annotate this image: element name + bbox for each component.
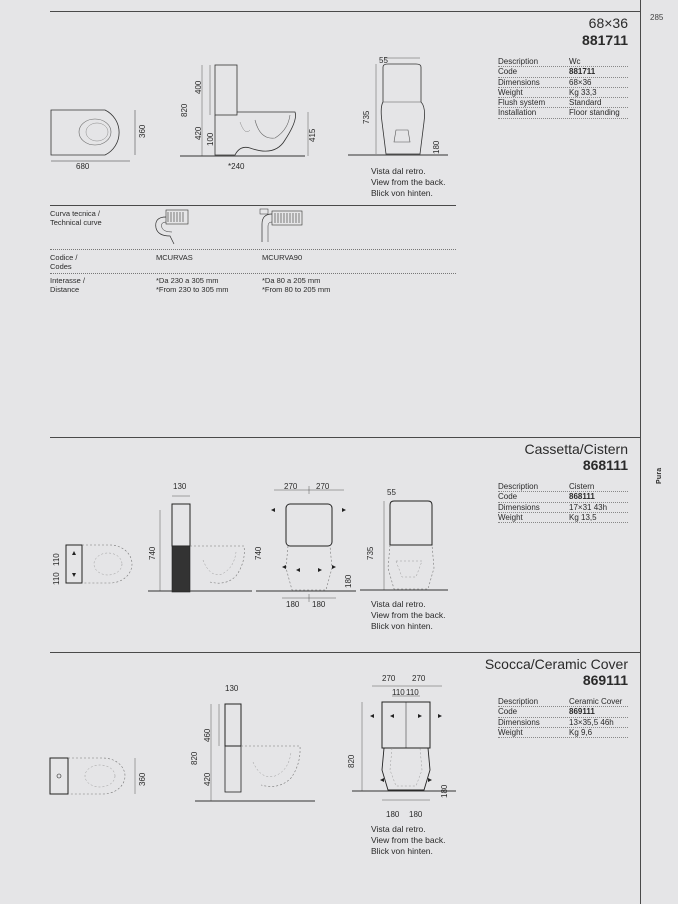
cover-front-outlet-dim: 180 bbox=[440, 784, 449, 798]
cover-front-width-a: 270 bbox=[382, 674, 396, 683]
spec-row: Flush system Standard bbox=[498, 98, 628, 108]
spec-row: Code 868111 bbox=[498, 492, 628, 502]
spec-row: Dimensions 17×31 43h bbox=[498, 503, 628, 513]
wc-side-view-drawing bbox=[180, 60, 320, 165]
cistern-side-view-drawing bbox=[148, 490, 258, 595]
curves-top-rule bbox=[50, 205, 456, 206]
cistern-view-note: Vista dal retro. View from the back. Blick von hinten. bbox=[371, 599, 446, 631]
cover-side-view-drawing bbox=[195, 690, 320, 800]
cover-side-total-dim: 820 bbox=[190, 751, 199, 765]
technical-curve-label: Curva tecnica / Technical curve bbox=[50, 209, 102, 227]
curve-mcurva90-drawing bbox=[258, 208, 306, 246]
cistern-front-bottom-a: 180 bbox=[286, 600, 300, 609]
cistern-top-dim-a: 110 bbox=[52, 553, 61, 566]
cistern-back-view-drawing bbox=[360, 493, 450, 593]
cover-top-depth-dim: 360 bbox=[138, 772, 147, 786]
spec-row: Code 869111 bbox=[498, 707, 628, 717]
distance-label: Interasse / Distance bbox=[50, 276, 86, 294]
cover-front-inner-b: 110 bbox=[406, 688, 419, 697]
wc-side-cistern-dim: 400 bbox=[194, 80, 203, 94]
spec-row: Dimensions 13×35,5 46h bbox=[498, 718, 628, 728]
spec-row: Description Ceramic Cover bbox=[498, 697, 628, 707]
cistern-front-width-a: 270 bbox=[284, 482, 298, 491]
wc-side-base-dim: 100 bbox=[206, 132, 215, 146]
cover-front-inner-a: 110 bbox=[392, 688, 405, 697]
cover-code-title: 869111 bbox=[582, 672, 628, 688]
spec-row: Description Wc bbox=[498, 57, 628, 67]
spec-row: Weight Kg 33,3 bbox=[498, 88, 628, 98]
cover-front-bottom-b: 180 bbox=[409, 810, 423, 819]
cistern-code-title: 868111 bbox=[582, 457, 628, 473]
spec-row: Installation Floor standing bbox=[498, 108, 628, 118]
spec-row: Description Cistern bbox=[498, 482, 628, 492]
top-rule bbox=[50, 11, 640, 12]
wc-side-outlet-dim: 415 bbox=[308, 128, 317, 142]
cistern-section-rule bbox=[50, 437, 640, 438]
spec-row: Code 881711 bbox=[498, 67, 628, 77]
cistern-front-height-dim: 740 bbox=[254, 546, 263, 560]
page-number: 285 bbox=[650, 13, 664, 22]
wc-back-outlet-dim: 180 bbox=[432, 140, 441, 154]
cover-side-lower-dim: 420 bbox=[203, 772, 212, 786]
curve-distance-mcurvas: *Da 230 a 305 mm *From 230 to 305 mm bbox=[156, 276, 229, 294]
wc-top-depth-dim: 360 bbox=[138, 124, 147, 138]
cover-side-upper-dim: 460 bbox=[203, 728, 212, 742]
cistern-side-height-dim: 740 bbox=[148, 546, 157, 560]
cover-spec-table bbox=[498, 697, 628, 738]
cover-front-width-b: 270 bbox=[412, 674, 426, 683]
curve-mcurvas-drawing bbox=[152, 208, 192, 246]
wc-code-title: 881711 bbox=[582, 32, 628, 48]
wc-side-total-dim: 820 bbox=[180, 103, 189, 117]
cover-front-height-dim: 820 bbox=[347, 754, 356, 768]
cistern-top-dim-b: 110 bbox=[52, 572, 61, 585]
curves-divider-2 bbox=[50, 273, 456, 274]
cistern-top-view-drawing bbox=[60, 540, 145, 590]
spec-row: Weight Kg 13,5 bbox=[498, 513, 628, 523]
collection-tab: Pura bbox=[656, 467, 663, 484]
wc-back-height-dim: 735 bbox=[362, 110, 371, 124]
cover-front-bottom-a: 180 bbox=[386, 810, 400, 819]
cover-top-view-drawing bbox=[45, 752, 140, 802]
wc-spec-table bbox=[498, 57, 628, 119]
cistern-spec-table bbox=[498, 482, 628, 523]
right-margin-line bbox=[640, 0, 641, 904]
wc-top-view-drawing bbox=[45, 105, 135, 160]
curve-code-mcurvas: MCURVAS bbox=[156, 253, 193, 262]
cover-view-note: Vista dal retro. View from the back. Blick von hinten. bbox=[371, 824, 446, 856]
wc-top-width-dim: 680 bbox=[76, 162, 90, 171]
cover-side-depth-dim: 130 bbox=[225, 684, 239, 693]
wc-side-bowl-dim: 420 bbox=[194, 126, 203, 140]
cistern-side-depth-dim: 130 bbox=[173, 482, 187, 491]
spec-row: Dimensions 68×36 bbox=[498, 78, 628, 88]
cistern-front-width-b: 270 bbox=[316, 482, 330, 491]
cover-section-rule bbox=[50, 652, 640, 653]
cistern-back-height-dim: 735 bbox=[366, 546, 375, 560]
curve-code-mcurva90: MCURVA90 bbox=[262, 253, 303, 262]
curve-distance-mcurva90: *Da 80 a 205 mm *From 80 to 205 mm bbox=[262, 276, 331, 294]
cover-title: Scocca/Ceramic Cover bbox=[484, 656, 628, 672]
spec-row: Weight Kg 9,6 bbox=[498, 728, 628, 738]
wc-view-note: Vista dal retro. View from the back. Blick von hinten. bbox=[371, 166, 446, 198]
wc-size-title: 68×36 bbox=[588, 15, 628, 31]
wc-side-offset-dim: *240 bbox=[228, 162, 245, 171]
curves-divider-1 bbox=[50, 249, 456, 250]
codes-label: Codice / Codes bbox=[50, 253, 78, 271]
cistern-back-top-dim: 55 bbox=[387, 488, 396, 497]
cistern-front-outlet-dim: 180 bbox=[344, 574, 353, 588]
cistern-title: Cassetta/Cistern bbox=[524, 441, 628, 457]
cistern-front-bottom-b: 180 bbox=[312, 600, 326, 609]
wc-back-top-dim: 55 bbox=[379, 56, 388, 65]
